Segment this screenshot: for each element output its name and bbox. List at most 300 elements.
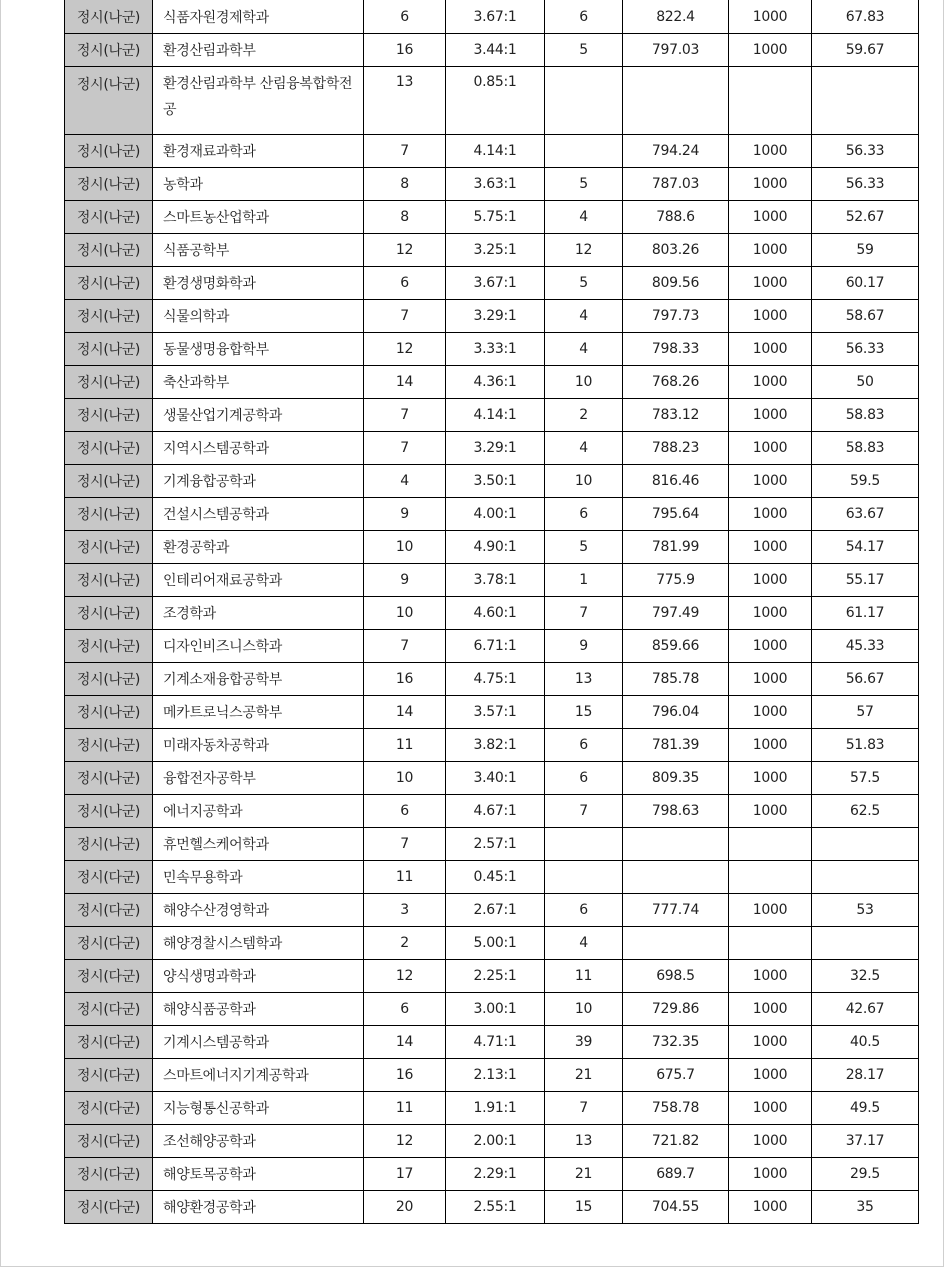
waitlist-cell: 10 [545,366,623,399]
total-score-cell: 1000 [729,795,812,828]
quota-cell: 10 [364,531,446,564]
percentile-cell: 56.33 [812,135,919,168]
percentile-cell: 28.17 [812,1059,919,1092]
percentile-cell: 37.17 [812,1125,919,1158]
total-score-cell: 1000 [729,465,812,498]
admission-type-cell: 정시(나군) [65,729,153,762]
quota-cell: 6 [364,795,446,828]
table-row [65,1092,919,1125]
cutoff-score-cell: 798.63 [623,795,729,828]
admission-type-cell: 정시(나군) [65,432,153,465]
department-cell: 농학과 [153,168,364,201]
admission-type-cell: 정시(나군) [65,795,153,828]
quota-cell: 14 [364,696,446,729]
competition-rate-cell: 3.67:1 [446,0,545,34]
total-score-cell [729,67,812,135]
cutoff-score-cell: 781.39 [623,729,729,762]
admission-type-cell: 정시(나군) [65,828,153,861]
total-score-cell: 1000 [729,267,812,300]
table-row [65,1158,919,1191]
table-row [65,894,919,927]
total-score-cell: 1000 [729,696,812,729]
table-row [65,333,919,366]
table-row [65,67,919,135]
table-row [65,1125,919,1158]
total-score-cell: 1000 [729,0,812,34]
percentile-cell: 52.67 [812,201,919,234]
cutoff-score-cell: 859.66 [623,630,729,663]
competition-rate-cell: 2.55:1 [446,1191,545,1224]
department-cell: 해양수산경영학과 [153,894,364,927]
quota-cell: 9 [364,564,446,597]
percentile-cell: 57.5 [812,762,919,795]
percentile-cell: 62.5 [812,795,919,828]
percentile-cell: 58.67 [812,300,919,333]
admission-type-cell: 정시(다군) [65,861,153,894]
total-score-cell: 1000 [729,531,812,564]
table-row [65,498,919,531]
table-row [65,366,919,399]
admission-type-cell: 정시(나군) [65,333,153,366]
cutoff-score-cell [623,927,729,960]
competition-rate-cell: 2.00:1 [446,1125,545,1158]
quota-cell: 8 [364,201,446,234]
department-cell: 스마트에너지기계공학과 [153,1059,364,1092]
competition-rate-cell: 4.60:1 [446,597,545,630]
waitlist-cell: 7 [545,795,623,828]
cutoff-score-cell: 797.03 [623,34,729,67]
admission-type-cell: 정시(나군) [65,531,153,564]
cutoff-score-cell: 732.35 [623,1026,729,1059]
department-cell: 지역시스템공학과 [153,432,364,465]
quota-cell: 7 [364,399,446,432]
admission-type-cell: 정시(나군) [65,564,153,597]
department-cell: 기계시스템공학과 [153,1026,364,1059]
waitlist-cell: 5 [545,267,623,300]
quota-cell: 12 [364,1125,446,1158]
cutoff-score-cell: 729.86 [623,993,729,1026]
cutoff-score-cell: 785.78 [623,663,729,696]
percentile-cell: 61.17 [812,597,919,630]
total-score-cell [729,861,812,894]
quota-cell: 12 [364,960,446,993]
waitlist-cell: 7 [545,597,623,630]
waitlist-cell: 13 [545,1125,623,1158]
total-score-cell: 1000 [729,1191,812,1224]
total-score-cell: 1000 [729,630,812,663]
cutoff-score-cell: 816.46 [623,465,729,498]
cutoff-score-cell: 822.4 [623,0,729,34]
competition-rate-cell: 4.71:1 [446,1026,545,1059]
percentile-cell: 42.67 [812,993,919,1026]
competition-rate-cell: 4.14:1 [446,135,545,168]
total-score-cell: 1000 [729,960,812,993]
total-score-cell: 1000 [729,729,812,762]
admission-type-cell: 정시(다군) [65,1158,153,1191]
waitlist-cell: 7 [545,1092,623,1125]
department-cell: 환경재료과학과 [153,135,364,168]
total-score-cell [729,927,812,960]
total-score-cell: 1000 [729,399,812,432]
quota-cell: 4 [364,465,446,498]
cutoff-score-cell: 794.24 [623,135,729,168]
table-row [65,201,919,234]
competition-rate-cell: 4.00:1 [446,498,545,531]
percentile-cell: 59.5 [812,465,919,498]
admission-type-cell: 정시(나군) [65,201,153,234]
table-row [65,135,919,168]
admission-type-cell: 정시(나군) [65,663,153,696]
percentile-cell: 35 [812,1191,919,1224]
admission-type-cell: 정시(나군) [65,399,153,432]
admission-type-cell: 정시(나군) [65,762,153,795]
waitlist-cell: 13 [545,663,623,696]
cutoff-score-cell: 788.23 [623,432,729,465]
cutoff-score-cell: 809.35 [623,762,729,795]
admission-type-cell: 정시(나군) [65,135,153,168]
competition-rate-cell: 2.25:1 [446,960,545,993]
percentile-cell: 67.83 [812,0,919,34]
cutoff-score-cell: 795.64 [623,498,729,531]
department-cell: 동물생명융합학부 [153,333,364,366]
waitlist-cell: 39 [545,1026,623,1059]
admission-type-cell: 정시(나군) [65,366,153,399]
waitlist-cell: 4 [545,927,623,960]
admission-type-cell: 정시(다군) [65,960,153,993]
total-score-cell: 1000 [729,432,812,465]
table-row [65,0,919,34]
competition-rate-cell: 4.14:1 [446,399,545,432]
cutoff-score-cell: 758.78 [623,1092,729,1125]
quota-cell: 6 [364,0,446,34]
cutoff-score-cell: 803.26 [623,234,729,267]
competition-rate-cell: 3.78:1 [446,564,545,597]
admission-type-cell: 정시(나군) [65,630,153,663]
quota-cell: 17 [364,1158,446,1191]
table-row [65,399,919,432]
quota-cell: 8 [364,168,446,201]
percentile-cell: 58.83 [812,399,919,432]
table-row [65,696,919,729]
competition-rate-cell: 3.29:1 [446,300,545,333]
table-row [65,993,919,1026]
department-cell: 양식생명과학과 [153,960,364,993]
percentile-cell: 40.5 [812,1026,919,1059]
department-cell: 메카트로닉스공학부 [153,696,364,729]
quota-cell: 12 [364,234,446,267]
table-row [65,630,919,663]
waitlist-cell: 2 [545,399,623,432]
competition-rate-cell: 3.67:1 [446,267,545,300]
waitlist-cell: 10 [545,993,623,1026]
quota-cell: 11 [364,729,446,762]
department-cell: 건설시스템공학과 [153,498,364,531]
table-row [65,1059,919,1092]
admission-type-cell: 정시(나군) [65,34,153,67]
competition-rate-cell: 3.44:1 [446,34,545,67]
cutoff-score-cell: 721.82 [623,1125,729,1158]
competition-rate-cell: 4.36:1 [446,366,545,399]
total-score-cell: 1000 [729,564,812,597]
table-row [65,234,919,267]
waitlist-cell: 5 [545,168,623,201]
total-score-cell: 1000 [729,993,812,1026]
cutoff-score-cell: 798.33 [623,333,729,366]
cutoff-score-cell [623,67,729,135]
quota-cell: 2 [364,927,446,960]
quota-cell: 14 [364,366,446,399]
waitlist-cell: 6 [545,498,623,531]
table-body [65,0,919,1224]
percentile-cell: 45.33 [812,630,919,663]
waitlist-cell: 12 [545,234,623,267]
quota-cell: 13 [364,67,446,135]
quota-cell: 14 [364,1026,446,1059]
quota-cell: 6 [364,993,446,1026]
percentile-cell: 51.83 [812,729,919,762]
percentile-cell: 55.17 [812,564,919,597]
waitlist-cell [545,135,623,168]
admission-type-cell: 정시(다군) [65,894,153,927]
table-row [65,663,919,696]
percentile-cell: 54.17 [812,531,919,564]
cutoff-score-cell: 797.49 [623,597,729,630]
total-score-cell: 1000 [729,894,812,927]
waitlist-cell: 4 [545,201,623,234]
quota-cell: 7 [364,300,446,333]
percentile-cell [812,828,919,861]
competition-rate-cell: 2.29:1 [446,1158,545,1191]
waitlist-cell: 10 [545,465,623,498]
percentile-cell: 32.5 [812,960,919,993]
percentile-cell: 63.67 [812,498,919,531]
cutoff-score-cell: 775.9 [623,564,729,597]
waitlist-cell: 9 [545,630,623,663]
cutoff-score-cell: 675.7 [623,1059,729,1092]
department-cell: 지능형통신공학과 [153,1092,364,1125]
table-row [65,465,919,498]
total-score-cell: 1000 [729,762,812,795]
quota-cell: 7 [364,432,446,465]
admission-type-cell: 정시(나군) [65,465,153,498]
waitlist-cell [545,861,623,894]
waitlist-cell: 21 [545,1158,623,1191]
competition-rate-cell: 3.25:1 [446,234,545,267]
percentile-cell: 57 [812,696,919,729]
cutoff-score-cell [623,828,729,861]
percentile-cell: 58.83 [812,432,919,465]
total-score-cell: 1000 [729,597,812,630]
percentile-cell: 53 [812,894,919,927]
waitlist-cell: 1 [545,564,623,597]
admission-type-cell: 정시(나군) [65,267,153,300]
quota-cell: 10 [364,762,446,795]
department-cell: 미래자동차공학과 [153,729,364,762]
table-row [65,564,919,597]
waitlist-cell: 11 [545,960,623,993]
waitlist-cell: 6 [545,0,623,34]
cutoff-score-cell: 768.26 [623,366,729,399]
admissions-table [64,0,919,1224]
waitlist-cell: 6 [545,762,623,795]
cutoff-score-cell: 797.73 [623,300,729,333]
admission-type-cell: 정시(다군) [65,1059,153,1092]
total-score-cell: 1000 [729,663,812,696]
competition-rate-cell: 2.57:1 [446,828,545,861]
waitlist-cell [545,828,623,861]
percentile-cell: 56.67 [812,663,919,696]
department-cell: 축산과학부 [153,366,364,399]
department-cell: 식물의학과 [153,300,364,333]
competition-rate-cell: 5.00:1 [446,927,545,960]
department-cell: 기계소재융합공학부 [153,663,364,696]
cutoff-score-cell: 689.7 [623,1158,729,1191]
percentile-cell: 59.67 [812,34,919,67]
cutoff-score-cell: 704.55 [623,1191,729,1224]
total-score-cell: 1000 [729,1158,812,1191]
cutoff-score-cell: 788.6 [623,201,729,234]
quota-cell: 12 [364,333,446,366]
competition-rate-cell: 0.45:1 [446,861,545,894]
table-row [65,267,919,300]
waitlist-cell: 15 [545,1191,623,1224]
department-cell: 민속무용학과 [153,861,364,894]
competition-rate-cell: 3.63:1 [446,168,545,201]
total-score-cell: 1000 [729,1125,812,1158]
competition-rate-cell: 3.50:1 [446,465,545,498]
department-cell: 해양토목공학과 [153,1158,364,1191]
department-cell: 디자인비즈니스학과 [153,630,364,663]
percentile-cell: 56.33 [812,168,919,201]
percentile-cell [812,67,919,135]
quota-cell: 20 [364,1191,446,1224]
quota-cell: 9 [364,498,446,531]
total-score-cell: 1000 [729,498,812,531]
quota-cell: 16 [364,1059,446,1092]
percentile-cell: 60.17 [812,267,919,300]
total-score-cell: 1000 [729,1059,812,1092]
competition-rate-cell: 5.75:1 [446,201,545,234]
admission-type-cell: 정시(다군) [65,1125,153,1158]
table-row [65,597,919,630]
admission-type-cell: 정시(다군) [65,1092,153,1125]
percentile-cell: 56.33 [812,333,919,366]
department-cell: 환경생명화학과 [153,267,364,300]
department-cell: 조경학과 [153,597,364,630]
admission-type-cell: 정시(나군) [65,168,153,201]
total-score-cell: 1000 [729,333,812,366]
waitlist-cell: 21 [545,1059,623,1092]
total-score-cell: 1000 [729,366,812,399]
quota-cell: 16 [364,663,446,696]
total-score-cell: 1000 [729,135,812,168]
quota-cell: 11 [364,861,446,894]
competition-rate-cell: 1.91:1 [446,1092,545,1125]
competition-rate-cell: 3.40:1 [446,762,545,795]
admission-type-cell: 정시(다군) [65,1026,153,1059]
department-cell: 기계융합공학과 [153,465,364,498]
percentile-cell [812,861,919,894]
competition-rate-cell: 3.00:1 [446,993,545,1026]
quota-cell: 11 [364,1092,446,1125]
waitlist-cell: 5 [545,34,623,67]
total-score-cell: 1000 [729,168,812,201]
quota-cell: 7 [364,135,446,168]
table-row [65,34,919,67]
table-row [65,300,919,333]
total-score-cell: 1000 [729,1092,812,1125]
department-cell: 휴먼헬스케어학과 [153,828,364,861]
department-cell: 환경산림과학부 [153,34,364,67]
table-row [65,762,919,795]
waitlist-cell: 6 [545,729,623,762]
quota-cell: 16 [364,34,446,67]
table-row [65,531,919,564]
admission-type-cell: 정시(나군) [65,300,153,333]
total-score-cell [729,828,812,861]
cutoff-score-cell: 698.5 [623,960,729,993]
total-score-cell: 1000 [729,201,812,234]
quota-cell: 10 [364,597,446,630]
total-score-cell: 1000 [729,234,812,267]
total-score-cell: 1000 [729,300,812,333]
admission-type-cell: 정시(나군) [65,234,153,267]
department-cell: 스마트농산업학과 [153,201,364,234]
admission-type-cell: 정시(나군) [65,498,153,531]
admission-type-cell: 정시(나군) [65,597,153,630]
waitlist-cell [545,67,623,135]
waitlist-cell: 6 [545,894,623,927]
department-cell: 해양경찰시스템학과 [153,927,364,960]
department-cell: 환경공학과 [153,531,364,564]
admission-type-cell: 정시(다군) [65,1191,153,1224]
competition-rate-cell: 3.57:1 [446,696,545,729]
competition-rate-cell: 2.67:1 [446,894,545,927]
table-row [65,729,919,762]
quota-cell: 6 [364,267,446,300]
department-cell: 인테리어재료공학과 [153,564,364,597]
department-cell: 해양환경공학과 [153,1191,364,1224]
competition-rate-cell: 2.13:1 [446,1059,545,1092]
department-cell: 조선해양공학과 [153,1125,364,1158]
table-row [65,432,919,465]
cutoff-score-cell: 809.56 [623,267,729,300]
waitlist-cell: 4 [545,333,623,366]
percentile-cell [812,927,919,960]
quota-cell: 7 [364,828,446,861]
department-cell: 해양식품공학과 [153,993,364,1026]
competition-rate-cell: 6.71:1 [446,630,545,663]
table-row [65,927,919,960]
waitlist-cell: 4 [545,300,623,333]
competition-rate-cell: 4.67:1 [446,795,545,828]
competition-rate-cell: 3.29:1 [446,432,545,465]
percentile-cell: 29.5 [812,1158,919,1191]
cutoff-score-cell: 796.04 [623,696,729,729]
admission-type-cell: 정시(나군) [65,696,153,729]
table-row [65,168,919,201]
table-row [65,1026,919,1059]
percentile-cell: 49.5 [812,1092,919,1125]
cutoff-score-cell: 781.99 [623,531,729,564]
admission-type-cell: 정시(다군) [65,927,153,960]
department-cell: 식품공학부 [153,234,364,267]
cutoff-score-cell: 783.12 [623,399,729,432]
department-cell: 에너지공학과 [153,795,364,828]
competition-rate-cell: 4.90:1 [446,531,545,564]
table-row [65,1191,919,1224]
competition-rate-cell: 3.82:1 [446,729,545,762]
